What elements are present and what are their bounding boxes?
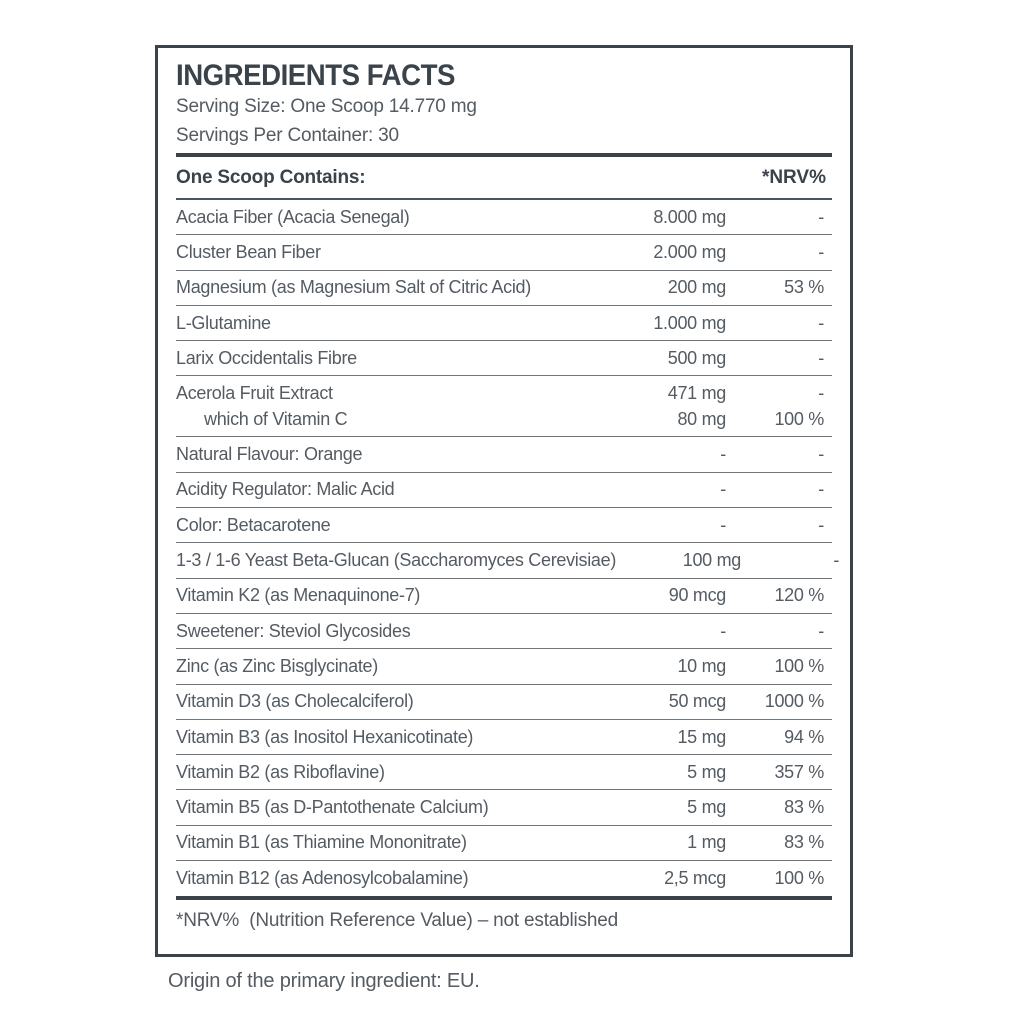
table-row bbox=[176, 473, 832, 508]
ingredient-amount: 1 mg bbox=[687, 832, 726, 853]
ingredient-nrv: 357 % bbox=[774, 761, 824, 782]
ingredient-amount: 10 mg bbox=[677, 655, 726, 676]
ingredient-name: Larix Occidentalis Fibre bbox=[176, 347, 357, 368]
ingredients-facts-panel bbox=[155, 45, 853, 957]
table-row bbox=[176, 649, 832, 684]
table-header-nrv: *NRV% bbox=[761, 166, 826, 188]
ingredient-nrv: - bbox=[818, 620, 824, 641]
table-row bbox=[176, 200, 832, 235]
ingredient-name: 1-3 / 1-6 Yeast Beta-Glucan (Saccharomyces Cerevisiae) bbox=[176, 550, 617, 571]
table-subrow-line bbox=[176, 406, 832, 432]
table-row bbox=[176, 720, 832, 755]
ingredient-amount: - bbox=[720, 444, 726, 465]
ingredient-nrv: - bbox=[818, 479, 824, 500]
ingredient-name: Vitamin B2 (as Riboflavine) bbox=[176, 761, 385, 782]
ingredient-name: Vitamin B5 (as D-Pantothenate Calcium) bbox=[176, 797, 489, 818]
ingredient-amount: 471 mg bbox=[667, 382, 726, 403]
ingredient-amount: 90 mcg bbox=[668, 585, 726, 606]
ingredient-amount: 5 mg bbox=[687, 797, 726, 818]
table-row bbox=[176, 437, 832, 472]
origin-note: Origin of the primary ingredient: EU. bbox=[168, 970, 480, 992]
ingredient-name: Vitamin B12 (as Adenosylcobalamine) bbox=[176, 868, 469, 889]
ingredient-nrv: - bbox=[833, 550, 840, 571]
table-header-contains: One Scoop Contains: bbox=[176, 166, 366, 188]
table-row bbox=[176, 543, 840, 578]
ingredient-nrv: - bbox=[818, 312, 824, 333]
table-row bbox=[176, 755, 832, 790]
table-row bbox=[176, 235, 832, 270]
ingredient-amount: 500 mg bbox=[667, 347, 726, 368]
table-row bbox=[176, 685, 832, 720]
ingredient-amount: 1.000 mg bbox=[653, 312, 726, 333]
ingredient-amount: - bbox=[720, 479, 726, 500]
ingredient-nrv: 100 % bbox=[774, 408, 824, 429]
ingredient-nrv: - bbox=[818, 206, 824, 227]
ingredient-nrv: 100 % bbox=[774, 868, 824, 889]
table-row bbox=[176, 341, 832, 376]
ingredient-nrv: - bbox=[818, 514, 824, 535]
ingredient-amount: 15 mg bbox=[677, 726, 726, 747]
ingredient-amount: - bbox=[720, 620, 726, 641]
panel-title: INGREDIENTS FACTS bbox=[176, 59, 455, 92]
table-row-line bbox=[176, 380, 832, 406]
ingredient-amount: 2.000 mg bbox=[653, 241, 726, 262]
ingredient-name: Acacia Fiber (Acacia Senegal) bbox=[176, 206, 410, 227]
ingredient-amount: 80 mg bbox=[677, 408, 726, 429]
ingredient-amount: 50 mcg bbox=[668, 691, 726, 712]
ingredient-nrv: - bbox=[818, 241, 824, 262]
table-row bbox=[176, 826, 832, 861]
table-row bbox=[176, 376, 832, 437]
ingredient-name: Vitamin K2 (as Menaquinone-7) bbox=[176, 585, 421, 606]
ingredient-nrv: - bbox=[818, 347, 824, 368]
table-row bbox=[176, 508, 832, 543]
ingredient-amount: 2,5 mcg bbox=[664, 868, 726, 889]
panel-content bbox=[176, 48, 840, 954]
nrv-footnote: *NRV% (Nutrition Reference Value) – not established bbox=[176, 910, 618, 932]
ingredient-nrv: 53 % bbox=[784, 277, 824, 298]
table-row bbox=[176, 271, 832, 306]
ingredient-amount: 5 mg bbox=[687, 761, 726, 782]
ingredient-name: Acidity Regulator: Malic Acid bbox=[176, 479, 395, 500]
ingredient-nrv: 1000 % bbox=[764, 691, 824, 712]
table-header-row bbox=[176, 157, 832, 200]
ingredients-table bbox=[176, 200, 840, 896]
table-row bbox=[176, 614, 832, 649]
ingredient-name: Acerola Fruit Extract bbox=[176, 382, 333, 403]
table-row bbox=[176, 306, 832, 341]
ingredient-nrv: - bbox=[818, 444, 824, 465]
servings-per-container-line: Servings Per Container: 30 bbox=[176, 125, 399, 146]
ingredient-name: Zinc (as Zinc Bisglycinate) bbox=[176, 655, 378, 676]
ingredient-subname: which of Vitamin C bbox=[204, 408, 348, 429]
ingredient-name: Vitamin B1 (as Thiamine Mononitrate) bbox=[176, 832, 467, 853]
table-row bbox=[176, 790, 832, 825]
ingredient-amount: 100 mg bbox=[682, 550, 742, 571]
ingredient-name: Sweetener: Steviol Glycosides bbox=[176, 620, 411, 641]
ingredient-name: Vitamin D3 (as Cholecalciferol) bbox=[176, 691, 414, 712]
ingredient-nrv: - bbox=[818, 382, 824, 403]
ingredient-nrv: 83 % bbox=[784, 832, 824, 853]
ingredient-name: Color: Betacarotene bbox=[176, 514, 331, 535]
ingredient-nrv: 120 % bbox=[774, 585, 824, 606]
ingredient-name: Natural Flavour: Orange bbox=[176, 444, 363, 465]
ingredient-name: Magnesium (as Magnesium Salt of Citric Acid) bbox=[176, 277, 531, 298]
ingredient-amount: 200 mg bbox=[667, 277, 726, 298]
serving-size-line: Serving Size: One Scoop 14.770 mg bbox=[176, 96, 477, 117]
ingredient-amount: 8.000 mg bbox=[653, 206, 726, 227]
ingredient-name: Vitamin B3 (as Inositol Hexanicotinate) bbox=[176, 726, 474, 747]
ingredient-nrv: 83 % bbox=[784, 797, 824, 818]
ingredient-name: L-Glutamine bbox=[176, 312, 271, 333]
ingredient-amount: - bbox=[720, 514, 726, 535]
ingredient-name: Cluster Bean Fiber bbox=[176, 241, 321, 262]
table-row bbox=[176, 579, 832, 614]
ingredient-nrv: 94 % bbox=[784, 726, 824, 747]
table-row bbox=[176, 861, 832, 896]
ingredient-nrv: 100 % bbox=[774, 655, 824, 676]
